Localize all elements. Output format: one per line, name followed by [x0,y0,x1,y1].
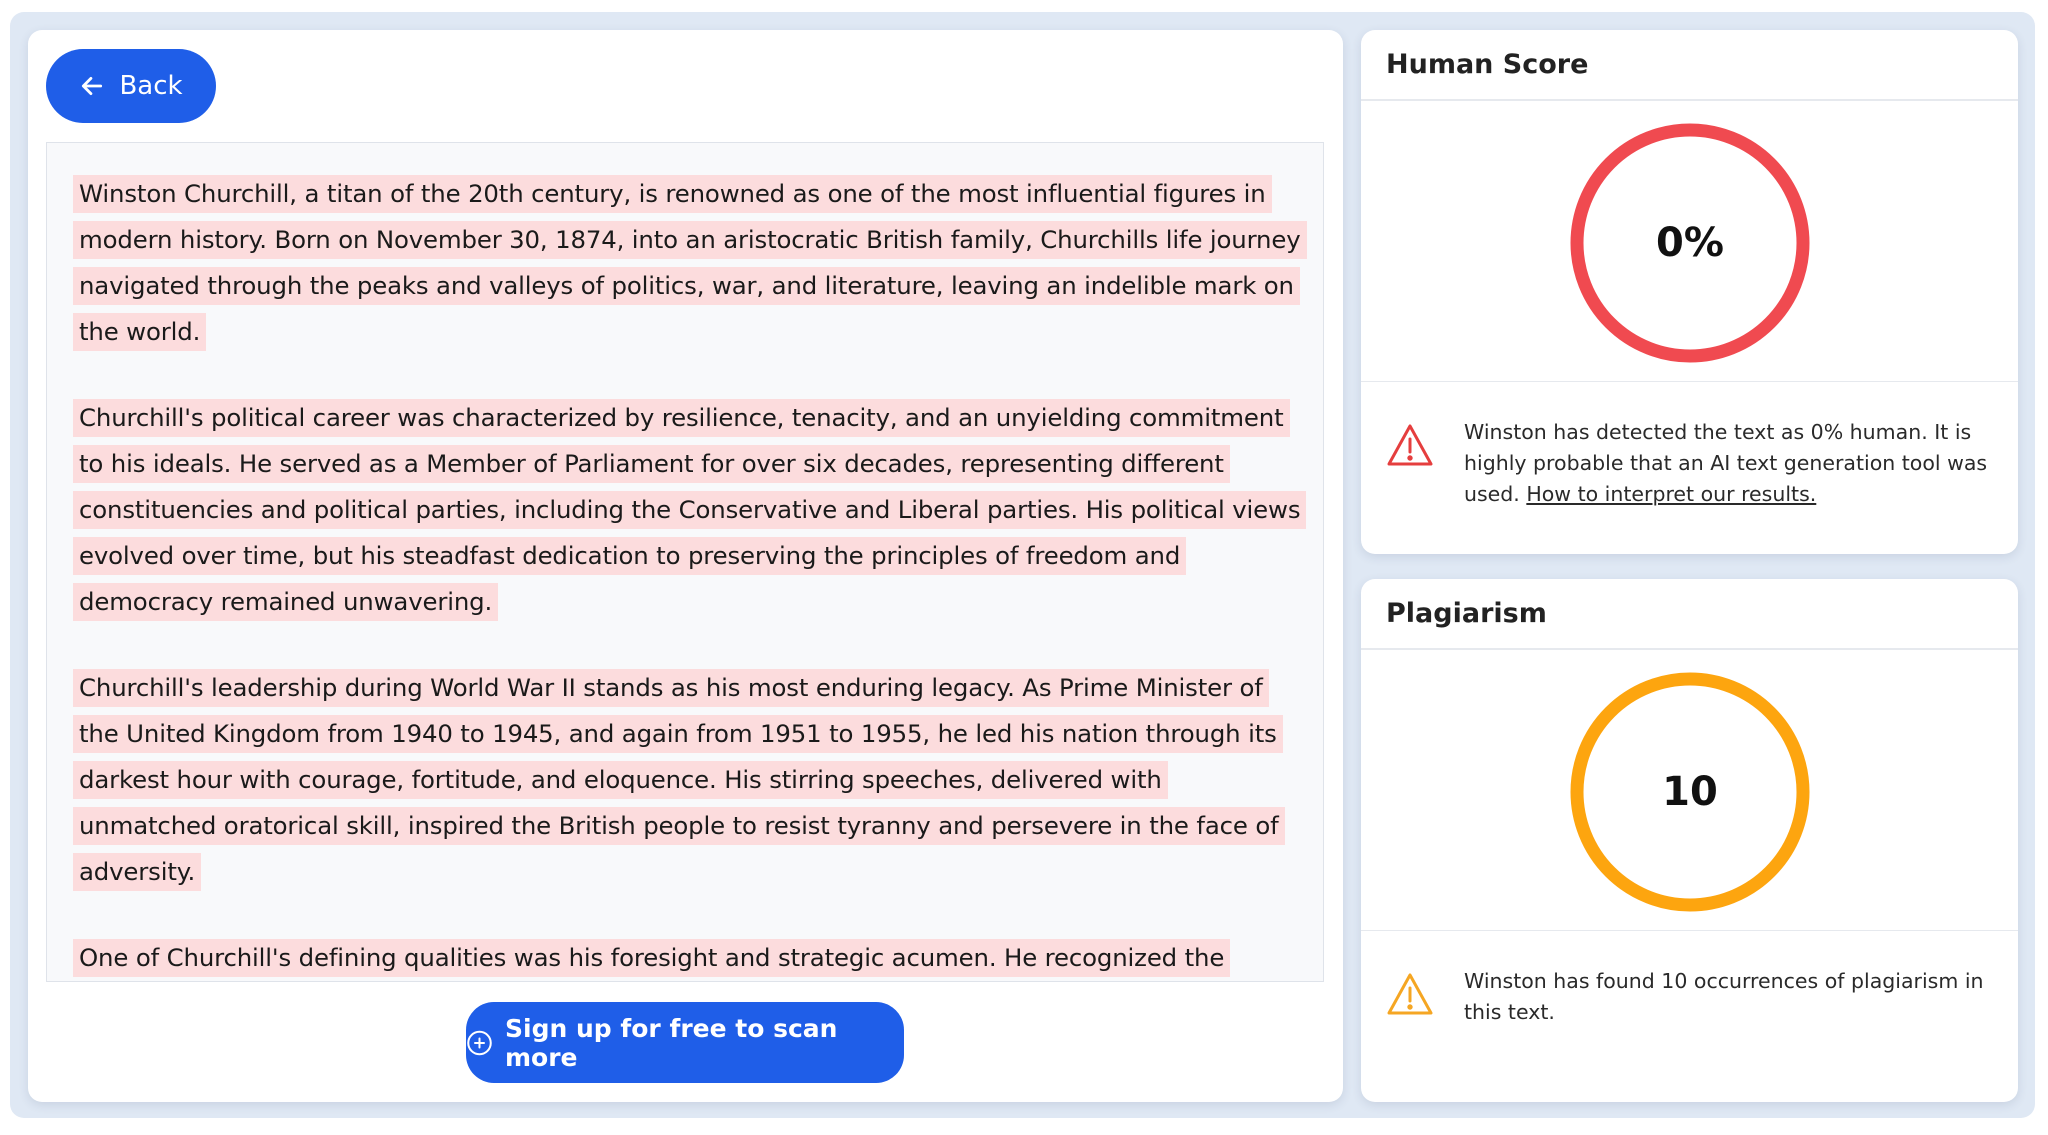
plagiarism-card [1361,579,2018,1102]
highlighted-text: Churchill's political career was characterized by resilience, tenacity, and an unyielding commitment to his ideals. He served as a Member of Parliament for over six decades, representing different constituencies and political parties, including the Conservative and Liberal parties. His political views evolved over time, but his steadfast dedication to preserving the principles of freedom and democracy remained unwavering. [73,399,1306,621]
plagiarism-gauge [1361,650,2018,931]
back-button[interactable] [46,49,216,123]
human-score-alert [1386,417,1993,510]
human-score-message [1464,417,1993,510]
plagiarism-value: 10 [1662,769,1718,815]
article-paragraph [73,171,1301,355]
human-score-value: 0% [1656,220,1724,266]
back-button-label: Back [119,71,183,101]
plus-circle-icon [466,1029,493,1057]
warning-triangle-icon [1386,972,1434,1016]
human-score-card [1361,30,2018,554]
article-text-panel[interactable] [46,142,1324,982]
plagiarism-title: Plagiarism [1361,579,2018,650]
interpret-results-link[interactable]: How to interpret our results. [1526,482,1817,506]
article-paragraph [73,395,1301,625]
plagiarism-alert [1386,966,1993,1028]
arrow-left-icon [79,73,105,99]
highlighted-text: One of Churchill's defining qualities was his foresight and strategic acumen. He recognized the [73,939,1271,982]
human-score-gauge [1361,101,2018,382]
signup-button[interactable] [466,1002,904,1083]
plagiarism-message: Winston has found 10 occurrences of plagiarism in this text. [1464,969,1984,1024]
article-paragraph [73,935,1301,982]
human-score-message-text: Winston has detected the text as 0% human. It is highly probable that an AI text generation tool was used. [1464,420,1988,506]
highlighted-text: Winston Churchill, a titan of the 20th century, is renowned as one of the most influential figures in modern history. Born on November 30, 1874, into an aristocratic British family, Churchills life journey navigated through the peaks and valleys of politics, war, and literature, leaving an indelible mark on the world. [73,175,1307,351]
signup-button-label: Sign up for free to scan more [505,1013,838,1072]
human-score-title: Human Score [1361,30,2018,101]
article-paragraph [73,665,1301,895]
warning-triangle-icon [1386,423,1434,467]
highlighted-text: Churchill's leadership during World War II stands as his most enduring legacy. As Prime Minister of the United Kingdom from 1940 to 1945, and again from 1951 to 1955, he led his nation through its darkest hour with courage, fortitude, and eloquence. His stirring speeches, delivered with unmatched oratorical skill, inspired the British people to resist tyranny and persevere in the face of adversity. [73,669,1285,891]
